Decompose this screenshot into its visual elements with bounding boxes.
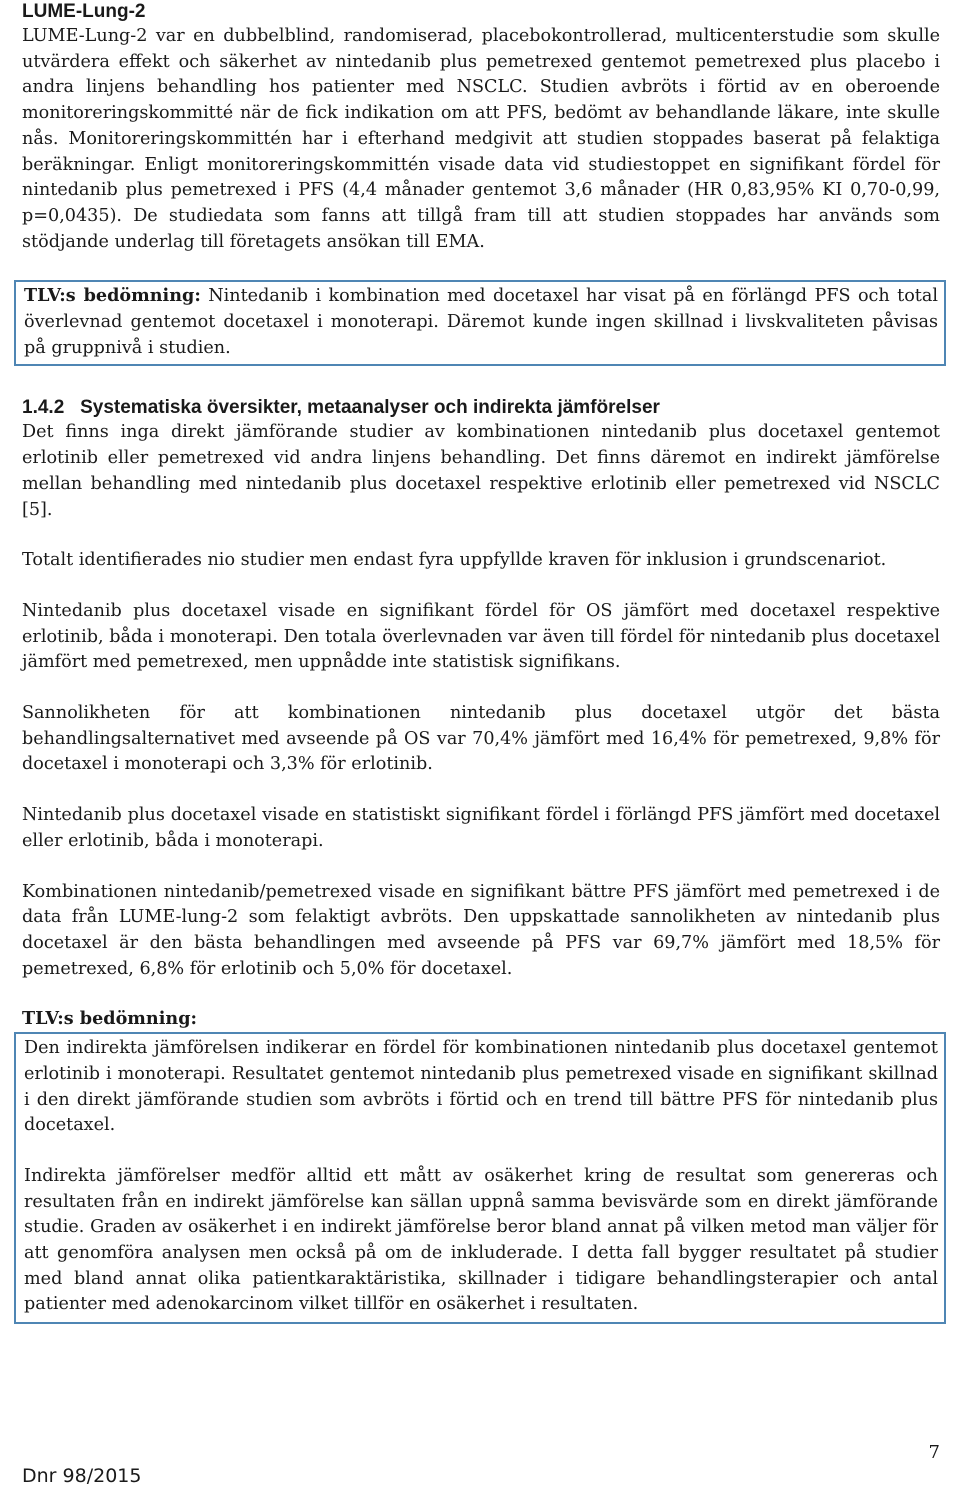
paragraph-4: Sannolikheten för att kombinationen nintedanib plus docetaxel utgör det bästa behandlingsalternativet med avseende på OS var 70,4% jämfört med 16,4% för pemetrexed, 9,8% för docetaxel i monoterapi och 3,3% för erlotinib. [22, 703, 940, 775]
document-reference: Dnr 98/2015 [22, 1465, 142, 1487]
section-heading-1-4-2: 1.4.2 Systematiska översikter, metaanalyser och indirekta jämförelser [22, 397, 660, 419]
document-page [22, 0, 940, 1324]
paragraph-5: Nintedanib plus docetaxel visade en statistiskt signifikant fördel i förlängd PFS jämfört med docetaxel eller erlotinib, båda i monoterapi. [22, 805, 940, 851]
assessment-box-1 [14, 280, 946, 366]
paragraph-2: Totalt identifierades nio studier men endast fyra uppfyllde kraven för inklusion i grundscenariot. [22, 550, 887, 571]
assessment-label-2: TLV:s bedömning: [22, 1008, 197, 1030]
paragraph-3: Nintedanib plus docetaxel visade en signifikant fördel för OS jämfört med docetaxel respektive erlotinib, båda i monoterapi. Den totala överlevnaden var även till fördel för nintedanib plus docetaxel jämfört med pemetrexed, men uppnådde inte statistisk signifikans. [22, 600, 940, 673]
paragraph-6: Kombinationen nintedanib/pemetrexed visade en signifikant bättre PFS jämfört med pemetrexed i de data från LUME-lung-2 som felaktigt avbröts. Den uppskattade sannolikheten av nintedanib plus docetaxel är den bästa behandlingen med avseende på PFS var 69,7% jämfört med 18,5% för pemetrexed, 6,8% för erlotinib och 5,0% för docetaxel. [22, 881, 940, 979]
paragraph-1: Det finns inga direkt jämförande studier av kombinationen nintedanib plus docetaxel gentemot erlotinib eller pemetrexed vid andra linjens behandling. Det finns däremot en indirekt jämförelse mellan behandling med nintedanib plus docetaxel respektive erlotinib eller pemetrexed vid NSCLC [5]. [22, 422, 940, 520]
assessment-box-2-paragraph-1: Den indirekta jämförelsen indikerar en fördel för kombinationen nintedanib plus docetaxel gentemot erlotinib i monoterapi. Resultatet gentemot nintedanib plus pemetrexed visade en signifikant skillnad i den direkt jämförande studien som avbröts i förtid och en trend till bättre PFS för nintedanib plus docetaxel. [24, 1038, 938, 1136]
assessment-box-2-paragraph-2: Indirekta jämförelser medför alltid ett mått av osäkerhet kring de resultat som genereras och resultaten från en indirekt jämförelse kan sällan uppnå samma bevisvärde som en direkt jämförande studie. Graden av osäkerhet i en indirekt jämförelse beror bland annat på vilken metod man väljer för att genomföra analysen men också på om de inkluderade. I detta fall bygger resultatet på studier med bland annat olika patientkaraktäristika, skillnader i tidigare behandlingsterapier och antal patienter med adenokarcinom vilket tillför en osäkerhet i resultaten. [24, 1165, 938, 1315]
assessment-text: Nintedanib i kombination med docetaxel har visat på en förlängd PFS och total överlevnad gentemot docetaxel i monoterapi. Däremot kunde ingen skillnad i livskvaliteten påvisas på gruppnivå i studien. [24, 286, 938, 358]
section-title: LUME-Lung-2 [22, 1, 146, 22]
page-number: 7 [928, 1442, 940, 1463]
assessment-box-2 [14, 1032, 946, 1324]
paragraph-lume-lung-2: LUME-Lung-2 var en dubbelblind, randomiserad, placebokontrollerad, multicenterstudie som skulle utvärdera effekt och säkerhet av nintedanib plus pemetrexed gentemot pemetrexed plus placebo i andra linjens behandling hos patienter med NSCLC. Studien avbröts i förtid av en oberoende monitoreringskommitté när de fick indikation om att PFS, bedömt av behandlande läkare, inte skulle nås. Monitoreringskommittén har i efterhand medgivit att studien stoppades baserat på felaktiga beräkningar. Enligt monitoreringskommittén visade data vid studiestoppet en signifikant fördel för nintedanib plus pemetrexed i PFS (4,4 månader gentemot 3,6 månader (HR 0,83,95% KI 0,70-0,99, p=0,0435). De studiedata som fanns att tillgå fram till att studien stoppades har används som stödjande underlag till företagets ansökan till EMA. [22, 26, 940, 252]
assessment-label: TLV:s bedömning: [24, 285, 201, 307]
